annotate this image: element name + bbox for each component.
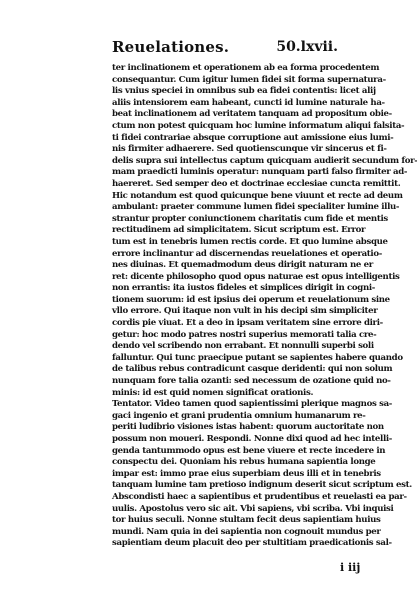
text-line: tor huius seculi. Nonne stultam fecit deus sapientiam huius — [112, 515, 381, 526]
signature-mark: i iij — [340, 561, 361, 574]
text-line: genda tantummodo opus est bene viuere et recte incedere in — [112, 445, 386, 456]
text-line: ambulant: praeter commune lumen fidei specialiter lumine illu- — [112, 202, 400, 213]
text-line: ret: dicente philosopho quod opus naturae est opus intelligentis — [112, 271, 400, 282]
text-line: delis supra sui intellectus captum quicquam audierit secundum for- — [112, 155, 417, 166]
text-line: cordis pie viuat. Et a deo in ipsam veritatem sine errore diri- — [112, 318, 383, 329]
text-line: strantur propter coniunctionem charitatis cum fide et mentis — [112, 213, 388, 224]
text-line: ti fidei contrariae absque corruptione aut amissione eius lumi- — [112, 132, 394, 143]
text-line: conspectu dei. Quoniam his rebus humana sapientia longe — [112, 457, 376, 468]
text-line: minis: id est quid nomen significat orationis. — [112, 387, 314, 398]
text-line: impar est: immo prae eius superbiam deus illi et in tenebris — [112, 468, 381, 479]
text-line: nis firmiter adhaerere. Sed quotienscunque vir sincerus et fi- — [112, 144, 387, 155]
text-line: possum non moueri. Respondi. Nonne dixi quod ad hec intelli- — [112, 434, 392, 444]
text-line: non errantis: ita iustos fideles et simplices dirigit in cogni- — [112, 283, 375, 294]
text-line: tum est in tenebris lumen rectis corde. Et quo lumine absque — [112, 236, 388, 247]
text-line: consequantur. Cum igitur lumen fidei sit forma supernatura- — [112, 74, 386, 85]
text-line: haereret. Sed semper deo et doctrinae ecclesiae cuncta remittit. — [112, 178, 401, 189]
text-line: Hic notandum est quod quicunque bene viuunt et recte ad deum — [112, 190, 403, 201]
text-line: getur: hoc modo patres nostri superius memorati talia cre- — [112, 329, 377, 340]
text-line: mam praedicti luminis operatur: nunquam parti falso firmiter ad- — [112, 167, 408, 178]
text-line: rectitudinem ad simplicitatem. Sicut scriptum est. Error — [112, 225, 366, 236]
text-line: aliis intensiorem eam habeant, cuncti id lumine naturale ha- — [112, 97, 385, 108]
text-line: mundi. Nam quia in dei sapientia non cognouit mundus per — [112, 526, 381, 537]
text-line: Abscondisti haec a sapientibus et prudentibus et reuelasti ea par- — [112, 491, 407, 502]
running-title: Reuelationes. — [112, 38, 230, 56]
text-line: Tentator. Video tamen quod sapientissimi plerique magnos sa- — [112, 399, 393, 410]
text-line: tionem suorum: id est ipsius dei operum et reuelationum sine — [112, 294, 390, 305]
text-line: ctum non potest quicquam hoc lumine informatum aliqui falsita- — [112, 120, 405, 131]
text-line: vllo errore. Qui itaque non vult in his decipi sim simpliciter — [112, 306, 378, 317]
text-line: nunquam fore talia ozanti: sed necessum de ozatione quid no- — [112, 376, 391, 387]
text-line: de talibus rebus contradicunt casque deridenti: qui non solum — [112, 364, 393, 375]
text-line: nes diuinas. Et quemadmodum deus dirigit naturam ne er — [112, 260, 373, 271]
text-line: ter inclinationem et operationem ab ea forma procedentem — [112, 63, 380, 73]
text-line: uulis. Apostolus vero sic ait. Vbi sapiens, vbi scriba. Vbi inquisi — [112, 503, 394, 514]
folio-number: 50.lxvii. — [276, 39, 338, 55]
text-line: beat inclinationem ad veritatem tanquam ad propositum obie- — [112, 109, 392, 120]
text-line: gaci ingenio et grani prudentia omnium humanarum re- — [112, 410, 366, 421]
text-line: falluntur. Qui tunc praecipue putant se sapientes habere quando — [112, 352, 403, 363]
text-line: errore inclinantur ad discernendas reuelationes et operatio- — [112, 248, 382, 259]
text-line: sapientiam deum placuit deo per stultitiam praedicationis sal- — [112, 538, 392, 549]
text-line: periti ludibrio visiones istas habent: quorum auctoritate non — [112, 422, 384, 433]
text-line: lis vnius speciei in omnibus sub ea fidei contentis: licet alij — [112, 86, 376, 97]
text-line: dendo vel scribendo non errabant. Et nonnulli superbi soli — [112, 341, 374, 352]
text-line: tanquam lumine tam pretioso indignum deserit sicut scriptum est. — [112, 480, 412, 491]
running-header — [112, 38, 338, 62]
text-block — [112, 63, 417, 550]
